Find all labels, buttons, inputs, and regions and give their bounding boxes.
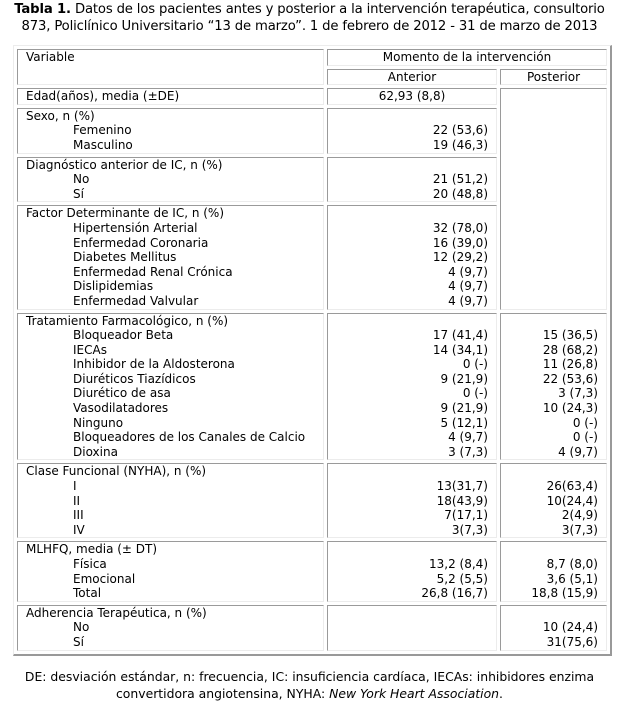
adherencia-posterior-cell: [500, 605, 607, 651]
adherencia-anterior-cell: [327, 605, 497, 651]
tratamiento-posterior-cell: [500, 313, 607, 461]
clase-anterior-value: 13(31,7): [436, 479, 488, 494]
spacer: [336, 464, 488, 479]
spacer: [509, 314, 598, 329]
header-anterior: Anterior: [327, 69, 497, 86]
sexo-anterior-cell: [327, 108, 497, 154]
factor-anterior-value: 4 (9,7): [448, 293, 488, 308]
tratamiento-anterior-value: 9 (21,9): [440, 371, 488, 386]
factor-anterior-value: 4 (9,7): [448, 264, 488, 279]
table-caption-text: Datos de los pacientes antes y posterior a la intervención terapéutica, consultorio 873, Policlínico Universitario “13 de marzo”. 1 de febrero de 2012 - 31 de marzo de 2013: [21, 2, 605, 34]
factor-row-label: Enfermedad Valvular: [73, 293, 199, 308]
tratamiento-anterior-value: 17 (41,4): [432, 328, 488, 343]
tratamiento-row-label: IECAs: [73, 342, 107, 357]
factor-row-label: Enfermedad Coronaria: [73, 235, 209, 250]
diagnostico-anterior-cell: [327, 157, 497, 203]
mlhfq-posterior-value: 18,8 (15,9): [531, 586, 598, 601]
spacer: [336, 158, 488, 173]
spacer: [336, 606, 488, 621]
mlhfq-anterior-value: 26,8 (16,7): [421, 586, 488, 601]
factor-row-label: Enfermedad Renal Crónica: [73, 264, 233, 279]
edad-label: Edad(años), media (±DE): [17, 88, 324, 105]
adherencia-row-label: No: [73, 620, 90, 635]
adherencia-posterior-value: 10 (24,4): [542, 620, 598, 635]
sexo-anterior-value: 19 (46,3): [432, 137, 488, 152]
tratamiento-posterior-value: 0 (-): [572, 430, 598, 445]
clase-row-label: I: [73, 479, 77, 494]
spacer: [336, 109, 488, 124]
mlhfq-anterior-value: 5,2 (5,5): [436, 571, 488, 586]
tratamiento-group-label: Tratamiento Farmacológico, n (%): [26, 313, 229, 328]
clase-row-label: IV: [73, 522, 85, 537]
sexo-row-label: Femenino: [73, 123, 132, 138]
adherencia-posterior-value: 31(75,6): [546, 634, 598, 649]
tratamiento-posterior-value: 11 (26,8): [542, 357, 598, 372]
group-tratamiento: [17, 313, 607, 461]
tratamiento-anterior-value: 3 (7,3): [448, 444, 488, 459]
tratamiento-anterior-value: 9 (21,9): [440, 401, 488, 416]
footnote-italic: New York Heart Association: [329, 686, 500, 701]
mlhfq-row-label: Física: [73, 557, 107, 571]
tratamiento-posterior-value: 22 (53,6): [542, 371, 598, 386]
diagnostico-row-label: No: [73, 172, 90, 187]
factor-labels-cell: [17, 205, 324, 309]
factor-anterior-cell: [327, 205, 497, 309]
mlhfq-row-label: Emocional: [73, 571, 136, 586]
sexo-group-label: Sexo, n (%): [26, 108, 95, 123]
spacer: [336, 206, 488, 221]
adherencia-anterior-value: [336, 635, 488, 650]
group-clase: [17, 463, 607, 538]
footnote-text: DE: desviación estándar, n: frecuencia, IC: insuficiencia cardíaca, IECAs: inhibidores enzima convertidora angiotensina, NYHA:: [24, 669, 595, 701]
factor-row-label: Hipertensión Arterial: [73, 220, 198, 235]
clase-row-label: III: [73, 508, 84, 523]
mlhfq-row-label: Total: [73, 586, 102, 601]
tratamiento-anterior-cell: [327, 313, 497, 461]
tratamiento-row-label: Dioxina: [73, 444, 118, 459]
tratamiento-anterior-value: 14 (34,1): [432, 342, 488, 357]
tratamiento-posterior-value: 4 (9,7): [558, 444, 598, 459]
spacer: [336, 314, 488, 329]
mlhfq-labels-cell: [17, 541, 324, 601]
spacer: [336, 542, 488, 557]
factor-anterior-value: 16 (39,0): [432, 235, 488, 250]
tratamiento-anterior-value: 5 (12,1): [440, 415, 488, 430]
clase-anterior-value: 18(43,9): [436, 493, 488, 508]
diagnostico-anterior-value: 20 (48,8): [432, 186, 488, 201]
mlhfq-anterior-value: 13,2 (8,4): [429, 557, 488, 571]
header-momento: Momento de la intervención: [327, 49, 607, 66]
tratamiento-labels-cell: [17, 313, 324, 461]
diagnostico-group-label: Diagnóstico anterior de IC, n (%): [26, 157, 223, 172]
tratamiento-row-label: Ninguno: [73, 415, 124, 430]
clase-posterior-value: 26(63,4): [546, 479, 598, 494]
factor-row-label: Dislipidemias: [73, 279, 154, 294]
adherencia-row-label: Sí: [73, 634, 84, 649]
factor-row-label: Diabetes Mellitus: [73, 250, 177, 265]
tratamiento-row-label: Diuréticos Tiazídicos: [73, 371, 196, 386]
clase-posterior-value: 10(24,4): [546, 493, 598, 508]
table-footnote: [0, 668, 619, 702]
tratamiento-posterior-value: 15 (36,5): [542, 328, 598, 343]
table-caption-label: Tabla 1.: [14, 2, 71, 17]
clase-group-label: Clase Funcional (NYHA), n (%): [26, 464, 207, 479]
mlhfq-group-label: MLHFQ, media (± DT): [26, 542, 158, 557]
row-edad: [17, 88, 607, 105]
tratamiento-posterior-value: 28 (68,2): [542, 342, 598, 357]
tratamiento-anterior-value: 0 (-): [462, 386, 488, 401]
sexo-labels-cell: [17, 108, 324, 154]
tratamiento-row-label: Vasodilatadores: [73, 401, 169, 416]
edad-anterior: 62,93 (8,8): [327, 88, 497, 105]
clase-row-label: II: [73, 493, 81, 508]
diagnostico-anterior-value: 21 (51,2): [432, 172, 488, 187]
sexo-anterior-value: 22 (53,6): [432, 123, 488, 138]
header-variable: Variable: [17, 49, 324, 85]
spacer: [509, 542, 598, 557]
mlhfq-anterior-cell: [327, 541, 497, 601]
footnote-end: .: [499, 686, 503, 701]
factor-group-label: Factor Determinante de IC, n (%): [26, 206, 225, 221]
sexo-row-label: Masculino: [73, 137, 133, 152]
clase-posterior-cell: [500, 463, 607, 538]
factor-anterior-value: 12 (29,2): [432, 250, 488, 265]
clase-anterior-value: 7(17,1): [444, 508, 488, 523]
tratamiento-row-label: Bloqueadores de los Canales de Calcio: [73, 430, 306, 445]
patient-data-table: [13, 45, 612, 656]
adherencia-anterior-value: [336, 620, 488, 635]
posterior-empty-cell: [500, 88, 607, 309]
tratamiento-row-label: Diurético de asa: [73, 386, 171, 401]
clase-posterior-value: 3(7,3): [561, 522, 598, 537]
factor-anterior-value: 4 (9,7): [448, 279, 488, 294]
diagnostico-labels-cell: [17, 157, 324, 203]
mlhfq-posterior-cell: [500, 541, 607, 601]
tratamiento-anterior-value: 4 (9,7): [448, 430, 488, 445]
tratamiento-anterior-value: 0 (-): [462, 357, 488, 372]
tratamiento-row-label: Bloqueador Beta: [73, 328, 174, 343]
adherencia-labels-cell: [17, 605, 324, 651]
tratamiento-posterior-value: 0 (-): [572, 415, 598, 430]
tratamiento-posterior-value: 3 (7,3): [558, 386, 598, 401]
clase-posterior-value: 2(4,9): [561, 508, 598, 523]
clase-anterior-value: 3(7,3): [451, 522, 488, 537]
table-caption: [0, 1, 619, 35]
tratamiento-posterior-value: 10 (24,3): [542, 401, 598, 416]
header-posterior: Posterior: [500, 69, 607, 86]
group-adherencia: [17, 605, 607, 651]
group-mlhfq: [17, 541, 607, 601]
mlhfq-posterior-value: 3,6 (5,1): [546, 571, 598, 586]
diagnostico-row-label: Sí: [73, 186, 84, 201]
clase-labels-cell: [17, 463, 324, 538]
adherencia-group-label: Adherencia Terapéutica, n (%): [26, 605, 207, 620]
spacer: [509, 606, 598, 621]
header-row-1: [17, 49, 607, 66]
tratamiento-row-label: Inhibidor de la Aldosterona: [73, 357, 235, 372]
mlhfq-posterior-value: 8,7 (8,0): [546, 557, 598, 571]
clase-anterior-cell: [327, 463, 497, 538]
factor-anterior-value: 32 (78,0): [432, 220, 488, 235]
spacer: [509, 464, 598, 479]
